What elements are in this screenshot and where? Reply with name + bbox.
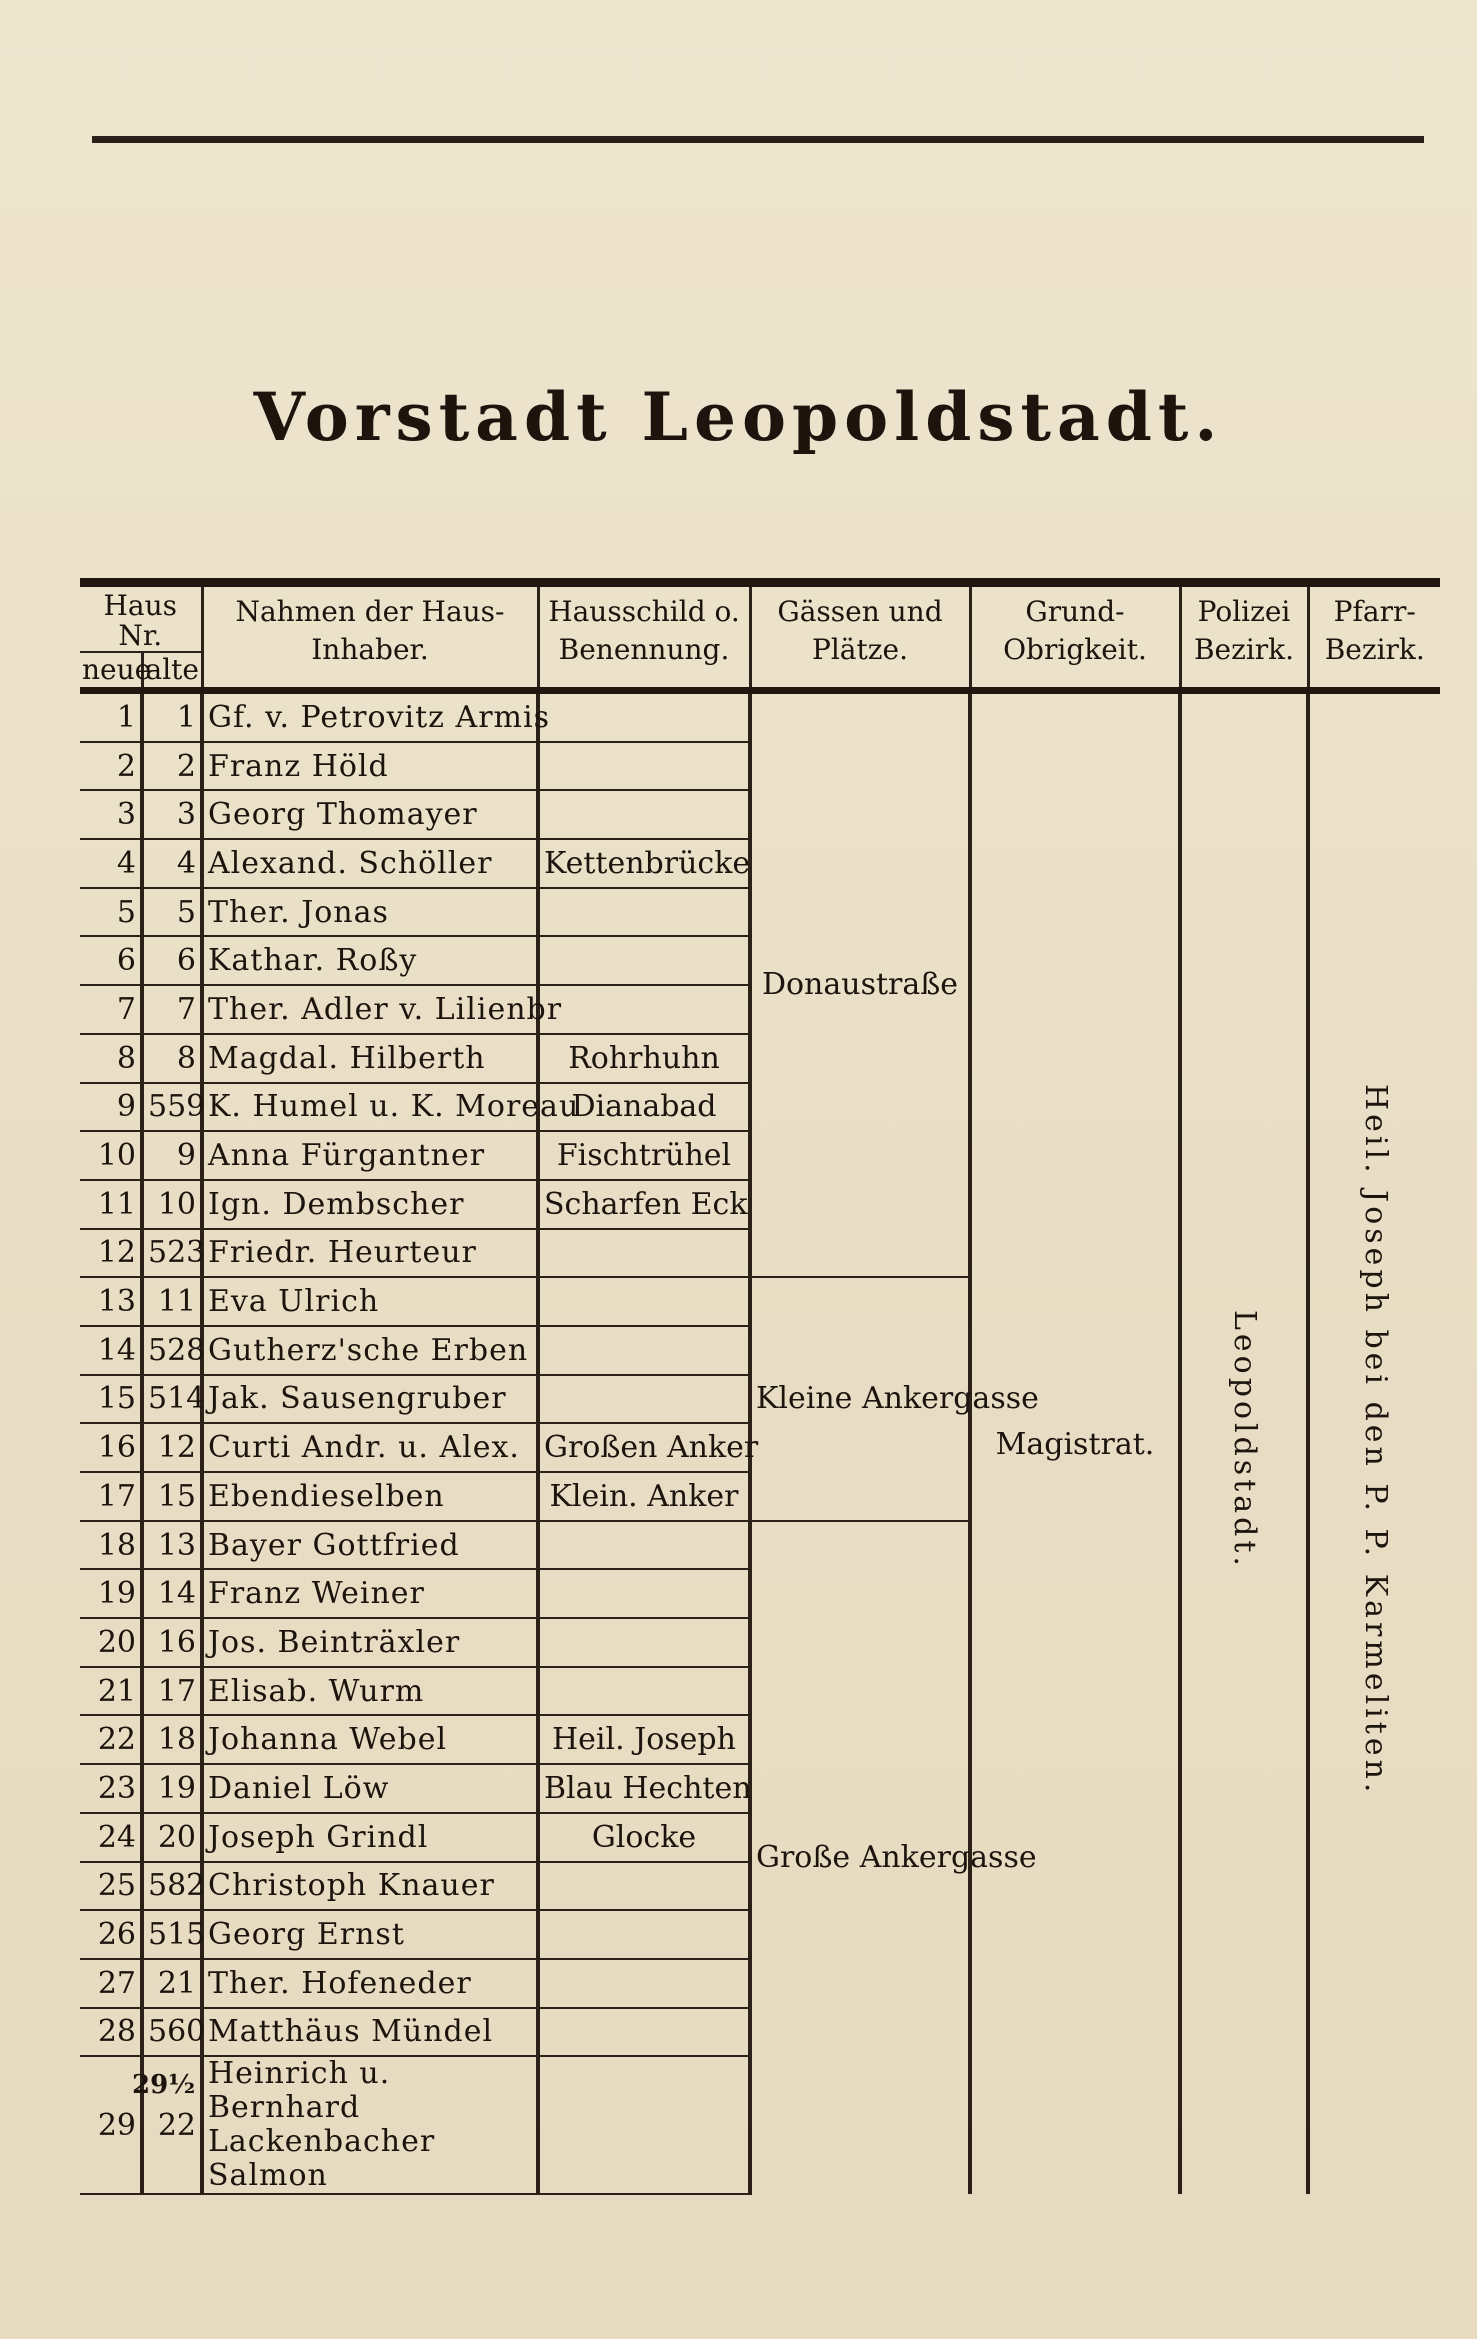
header-schild: Hausschild o. Benennung. (538, 583, 750, 691)
house-number-old: 514 (142, 1375, 202, 1424)
house-number-old: 16 (142, 1618, 202, 1667)
house-number-old: 22 (142, 2056, 202, 2194)
house-number-new: 24 (80, 1813, 142, 1862)
house-number-new: 5 (80, 888, 142, 937)
house-sign (538, 790, 750, 839)
owner-name: Franz Weiner (202, 1569, 538, 1618)
house-number-new: 25 (80, 1862, 142, 1911)
house-register-table (80, 578, 1440, 2195)
house-number-new: 27 (80, 1959, 142, 2008)
header-name: Nahmen der Haus-Inhaber. (202, 583, 538, 691)
house-number-new: 2 (80, 742, 142, 791)
house-number-old: 528 (142, 1326, 202, 1375)
house-number-new: 9 (80, 1083, 142, 1132)
owner-name: Bayer Gottfried (202, 1521, 538, 1570)
house-number-old: 15 (142, 1472, 202, 1521)
house-sign (538, 1375, 750, 1424)
owner-name: Ther. Hofeneder (202, 1959, 538, 2008)
house-number-old: 21 (142, 1959, 202, 2008)
house-number-new: 8 (80, 1034, 142, 1083)
house-sign: Blau Hechten (538, 1764, 750, 1813)
owner-name: Eva Ulrich (202, 1277, 538, 1326)
house-number-old: 4 (142, 839, 202, 888)
header-haus-nr: Haus Nr. (80, 583, 202, 653)
owner-name: Jos. Beinträxler (202, 1618, 538, 1667)
house-sign (538, 691, 750, 742)
house-sign (538, 936, 750, 985)
house-number-old: 9 (142, 1131, 202, 1180)
house-number-old: 515 (142, 1910, 202, 1959)
house-number-new: 12 (80, 1229, 142, 1278)
house-sign: Dianabad (538, 1083, 750, 1132)
house-number-old: 1 (142, 691, 202, 742)
police-district: Leopoldstadt. (1227, 1310, 1262, 1571)
owner-name: Johanna Webel (202, 1715, 538, 1764)
house-number-new: 14 (80, 1326, 142, 1375)
house-number-new: 19 (80, 1569, 142, 1618)
house-sign: Großen Anker (538, 1423, 750, 1472)
house-sign (538, 1326, 750, 1375)
parish-district-cell (1308, 691, 1440, 2195)
house-number-old: 8 (142, 1034, 202, 1083)
owner-name: Friedr. Heurteur (202, 1229, 538, 1278)
house-sign (538, 888, 750, 937)
header-alte: alte (142, 652, 202, 691)
house-number-old: 6 (142, 936, 202, 985)
street-name: Donaustraße (750, 691, 970, 1278)
house-number-new: 3 (80, 790, 142, 839)
owner-name: Gutherz'sche Erben (202, 1326, 538, 1375)
owner-name: Ther. Jonas (202, 888, 538, 937)
house-number-new: 22 (80, 1715, 142, 1764)
house-number-new: 4 (80, 839, 142, 888)
house-number-new: 7 (80, 985, 142, 1034)
house-sign: Rohrhuhn (538, 1034, 750, 1083)
house-number-old: 17 (142, 1667, 202, 1716)
owner-name: Daniel Löw (202, 1764, 538, 1813)
owner-name: Elisab. Wurm (202, 1667, 538, 1716)
house-sign: Heil. Joseph (538, 1715, 750, 1764)
house-sign (538, 2008, 750, 2057)
house-sign (538, 1667, 750, 1716)
house-number-new: 1 (80, 691, 142, 742)
house-sign (538, 985, 750, 1034)
house-number-new: 18 (80, 1521, 142, 1570)
house-number-new: 13 (80, 1277, 142, 1326)
owner-name: Franz Höld (202, 742, 538, 791)
house-sign (538, 1959, 750, 2008)
house-number-old: 582 (142, 1862, 202, 1911)
house-number-old: 12 (142, 1423, 202, 1472)
owner-name: Joseph Grindl (202, 1813, 538, 1862)
house-number-old: 10 (142, 1180, 202, 1229)
table-row (80, 691, 1440, 742)
owner-name: Curti Andr. u. Alex. (202, 1423, 538, 1472)
header-row (80, 583, 1440, 653)
house-number-new: 28 (80, 2008, 142, 2057)
house-number-new: 23 (80, 1764, 142, 1813)
house-sign: Scharfen Eck (538, 1180, 750, 1229)
house-number-new: 11 (80, 1180, 142, 1229)
owner-name: Heinrich u. Bernhard Lackenbacher Salmon (202, 2056, 538, 2194)
house-number-new: 26 (80, 1910, 142, 1959)
house-sign: Fischtrühel (538, 1131, 750, 1180)
house-number-old: 19 (142, 1764, 202, 1813)
police-district-cell (1180, 691, 1308, 2195)
header-gassen: Gässen und Plätze. (750, 583, 970, 691)
page-title: Vorstadt Leopoldstadt. (253, 378, 1224, 456)
owner-name: Gf. v. Petrovitz Armis (202, 691, 538, 742)
house-number-new: 10 (80, 1131, 142, 1180)
house-sign (538, 1910, 750, 1959)
house-number-new: 16 (80, 1423, 142, 1472)
house-number-new: 15 (80, 1375, 142, 1424)
house-number-new: 17 (80, 1472, 142, 1521)
authority: Magistrat. (970, 691, 1180, 2195)
house-number-old: 7 (142, 985, 202, 1034)
owner-name: Ign. Dembscher (202, 1180, 538, 1229)
owner-name: Jak. Sausengruber (202, 1375, 538, 1424)
owner-name: Matthäus Mündel (202, 2008, 538, 2057)
header-neue: neue (80, 652, 142, 691)
house-number-old: 5 (142, 888, 202, 937)
house-sign (538, 1521, 750, 1570)
owner-name: Ebendieselben (202, 1472, 538, 1521)
house-number-old: 523 (142, 1229, 202, 1278)
house-sign (538, 2056, 750, 2194)
owner-name: Ther. Adler v. Lilienbr (202, 985, 538, 1034)
house-number-old: 13 (142, 1521, 202, 1570)
house-sign (538, 1569, 750, 1618)
owner-name: Alexand. Schöller (202, 839, 538, 888)
house-sign: Klein. Anker (538, 1472, 750, 1521)
owner-name: Anna Fürgantner (202, 1131, 538, 1180)
owner-name: Kathar. Roßy (202, 936, 538, 985)
tail-number: 29½ (132, 2070, 196, 2100)
house-number-new: 21 (80, 1667, 142, 1716)
top-rule (92, 136, 1424, 143)
house-number-old: 3 (142, 790, 202, 839)
header-pfarr: Pfarr-Bezirk. (1308, 583, 1440, 691)
house-number-old: 14 (142, 1569, 202, 1618)
house-sign: Glocke (538, 1813, 750, 1862)
owner-name: K. Humel u. K. Moreau (202, 1083, 538, 1132)
header-polizei: Polizei Bezirk. (1180, 583, 1308, 691)
house-number-old: 20 (142, 1813, 202, 1862)
house-sign (538, 742, 750, 791)
owner-name: Magdal. Hilberth (202, 1034, 538, 1083)
house-number-old: 18 (142, 1715, 202, 1764)
owner-name: Georg Thomayer (202, 790, 538, 839)
house-number-old: 2 (142, 742, 202, 791)
house-number-old: 11 (142, 1277, 202, 1326)
house-sign: Kettenbrücke (538, 839, 750, 888)
house-number-new: 20 (80, 1618, 142, 1667)
house-number-old: 560 (142, 2008, 202, 2057)
owner-name: Christoph Knauer (202, 1862, 538, 1911)
house-number-new: 29 (80, 2056, 142, 2194)
house-sign (538, 1862, 750, 1911)
street-name: Große Ankergasse (750, 1521, 970, 2195)
house-sign (538, 1277, 750, 1326)
house-number-old: 559 (142, 1083, 202, 1132)
house-number-new: 6 (80, 936, 142, 985)
parish-district: Heil. Joseph bei den P. P. Karmeliten. (1358, 1083, 1393, 1797)
street-name: Kleine Ankergasse (750, 1277, 970, 1520)
owner-name: Georg Ernst (202, 1910, 538, 1959)
house-sign (538, 1229, 750, 1278)
house-sign (538, 1618, 750, 1667)
header-obrigkeit: Grund-Obrigkeit. (970, 583, 1180, 691)
